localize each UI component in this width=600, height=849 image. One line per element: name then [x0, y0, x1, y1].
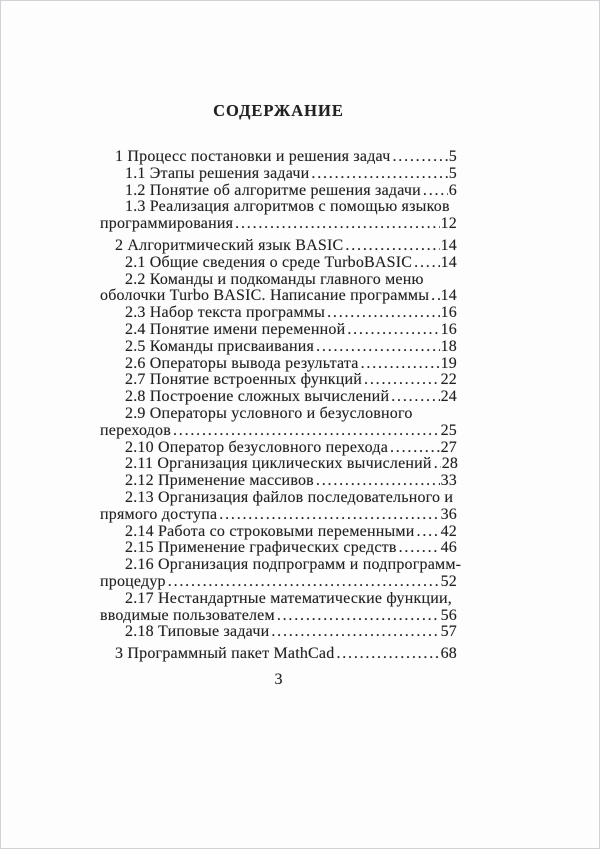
toc-page-number: 25 [440, 421, 457, 439]
toc-entry-text: 2.4 Понятие имени переменной [125, 320, 346, 338]
toc-entry-line [100, 540, 457, 557]
toc-entry [100, 199, 457, 233]
toc-entry [100, 473, 457, 490]
dot-leader [388, 440, 440, 457]
toc-entry-text: 2.5 Команды присваивания [125, 337, 315, 355]
toc-page-number: 16 [440, 304, 457, 322]
toc-entry-text: 1 Процесс постановки и решения задач [115, 148, 391, 165]
page-title: СОДЕРЖАНИЕ [213, 101, 344, 120]
toc-entry-text: процедур [100, 572, 166, 590]
toc-entry-text: 2.13 Организация файлов последовательного и [125, 488, 454, 506]
toc-page-number: 14 [440, 287, 457, 305]
toc-entry-line [100, 305, 457, 322]
dot-leader [432, 456, 441, 473]
toc-entry [100, 490, 457, 524]
toc-page-number: 5 [448, 148, 457, 165]
toc-entry [100, 556, 462, 591]
toc-page-number: 56 [440, 606, 457, 624]
toc-entry [100, 356, 457, 373]
dot-leader [334, 646, 439, 663]
toc-page-number: 16 [440, 320, 457, 338]
toc-entry-line [100, 216, 457, 233]
toc-entry-text: оболочки Turbo BASIC. Написание программы [100, 287, 430, 305]
toc-entry [100, 166, 457, 183]
dot-leader [314, 473, 440, 490]
toc-entry-text: 2.18 Типовые задачи [125, 623, 270, 641]
toc-entry-line [100, 507, 457, 524]
dot-leader [343, 238, 439, 255]
toc-entry-line [100, 322, 457, 339]
toc-entry-text: 2.1 Общие сведения о среде TurboBASIC [125, 253, 413, 271]
toc-page-number: 27 [440, 438, 457, 456]
dot-leader [314, 339, 439, 356]
toc-entry-text: 2.9 Операторы условного и безусловного [125, 404, 413, 422]
toc-entry-line [100, 456, 457, 473]
toc-entry-line [100, 440, 457, 457]
toc-entry-line [100, 356, 457, 373]
toc-entry [100, 183, 457, 200]
toc-entry-line [100, 646, 457, 663]
toc-entry-line [100, 556, 462, 574]
toc-entry [100, 440, 457, 457]
toc-page-number: 5 [448, 164, 457, 182]
toc-entry [100, 255, 457, 272]
dot-leader [390, 149, 447, 166]
dot-leader [415, 524, 440, 541]
toc-entry-line [100, 490, 457, 507]
toc-page-number: 19 [440, 354, 457, 372]
toc-entry [100, 646, 457, 663]
toc-page-number: 57 [440, 623, 457, 641]
toc-entry-line [100, 199, 457, 216]
toc-page-number: 36 [440, 505, 457, 523]
toc-entry [100, 238, 457, 255]
toc-entry-text: 1.3 Реализация алгоритмов с помощью языков [125, 198, 450, 216]
toc-page-number: 22 [440, 371, 457, 389]
toc-entry-text: 2.6 Операторы вывода результата [125, 354, 359, 372]
toc-entry [100, 456, 457, 473]
toc-entry-line [100, 591, 457, 608]
toc-entry [100, 624, 457, 641]
toc-page-number: 68 [440, 645, 457, 663]
dot-leader [412, 255, 439, 272]
toc-entry-line [100, 238, 457, 255]
toc-page-number: 28 [441, 455, 459, 473]
toc-entry [100, 524, 457, 541]
toc-page-number: 46 [440, 539, 457, 557]
toc-page-number: 24 [440, 388, 457, 406]
toc-entry-line [100, 423, 457, 440]
toc-entry-line [100, 255, 457, 272]
toc-entry-line [100, 149, 457, 166]
toc-entry-text: программирования [100, 215, 234, 233]
toc-entry-line [100, 272, 457, 289]
dot-leader [269, 624, 439, 641]
dot-leader [429, 288, 439, 305]
dot-leader [345, 322, 439, 339]
toc-entry-line [100, 288, 457, 305]
toc-entry [100, 389, 457, 406]
toc-entry [100, 272, 457, 306]
toc-entry-text: 2.16 Организация подпрограмм и подпрограмм- [125, 556, 462, 574]
toc-entry-line [100, 372, 457, 389]
toc-entry-text: 2 Алгоритмический язык BASIC [115, 236, 344, 254]
dot-leader [275, 608, 440, 625]
toc-entry-text: 1.1 Этапы решения задачи [125, 164, 310, 182]
toc-entry [100, 540, 457, 557]
toc-entry-line [100, 389, 457, 406]
toc-entry-text: 2.15 Применение графических средств [125, 539, 397, 557]
toc-page-number: 42 [440, 522, 457, 540]
toc-entry-line [100, 574, 457, 591]
toc-entry-text: 2.11 Организация циклических вычислений [125, 455, 432, 473]
toc-page-number: 14 [440, 236, 457, 254]
toc-entry [100, 149, 457, 166]
toc-entry-text: вводимые пользователем [100, 606, 275, 624]
toc-entry-text: 2.7 Понятие встроенных функций [125, 371, 363, 389]
toc-page-number: 33 [440, 472, 457, 490]
toc-entry-text: 3 Программный пакет MathCad [115, 645, 335, 663]
dot-leader [217, 507, 439, 524]
toc-entry-text: 2.3 Набор текста программы [125, 304, 326, 322]
dot-leader [397, 540, 440, 557]
toc-entry-line [100, 624, 457, 641]
toc-entry-text: переходов [100, 421, 171, 439]
toc-entry-text: 2.14 Работа со строковыми переменными [125, 522, 415, 540]
toc-page-number: 12 [440, 215, 457, 233]
dot-leader [389, 389, 439, 406]
toc-entry-text: 2.12 Применение массивов [125, 472, 314, 490]
toc-entry [100, 339, 457, 356]
dot-leader [421, 183, 448, 200]
toc-entry-line [100, 406, 457, 423]
dot-leader [233, 216, 439, 233]
toc-entry-text: 1.2 Понятие об алгоритме решения задачи [125, 181, 421, 199]
table-of-contents [100, 148, 462, 663]
toc-entry [100, 305, 457, 322]
page-number-footer: 3 [274, 671, 283, 688]
toc-entry-line [100, 524, 457, 541]
dot-leader [362, 372, 440, 389]
toc-entry-text: 2.2 Команды и подкоманды главного меню [125, 270, 424, 288]
dot-leader [325, 305, 440, 322]
toc-entry-text: 2.17 Нестандартные математические функции, [125, 589, 452, 607]
toc-entry-line [100, 473, 457, 490]
toc-entry [100, 322, 457, 339]
toc-page-number: 14 [440, 253, 457, 271]
dot-leader [166, 574, 440, 591]
dot-leader [171, 423, 440, 440]
toc-page-number: 52 [440, 572, 457, 590]
toc-entry [100, 591, 457, 625]
toc-entry-text: 2.8 Построение сложных вычислений [125, 388, 390, 406]
toc-entry-text: прямого доступа [100, 505, 218, 523]
toc-page-number: 18 [440, 337, 457, 355]
toc-entry-line [100, 339, 457, 356]
toc-entry-text: 2.10 Оператор безусловного перехода [125, 438, 388, 456]
dot-leader [309, 166, 447, 183]
toc-entry-line [100, 166, 457, 183]
toc-entry-line [100, 183, 457, 200]
toc-entry [100, 406, 457, 440]
toc-entry [100, 372, 457, 389]
toc-page-number: 6 [448, 181, 457, 199]
toc-entry-line [100, 608, 457, 625]
dot-leader [359, 356, 440, 373]
